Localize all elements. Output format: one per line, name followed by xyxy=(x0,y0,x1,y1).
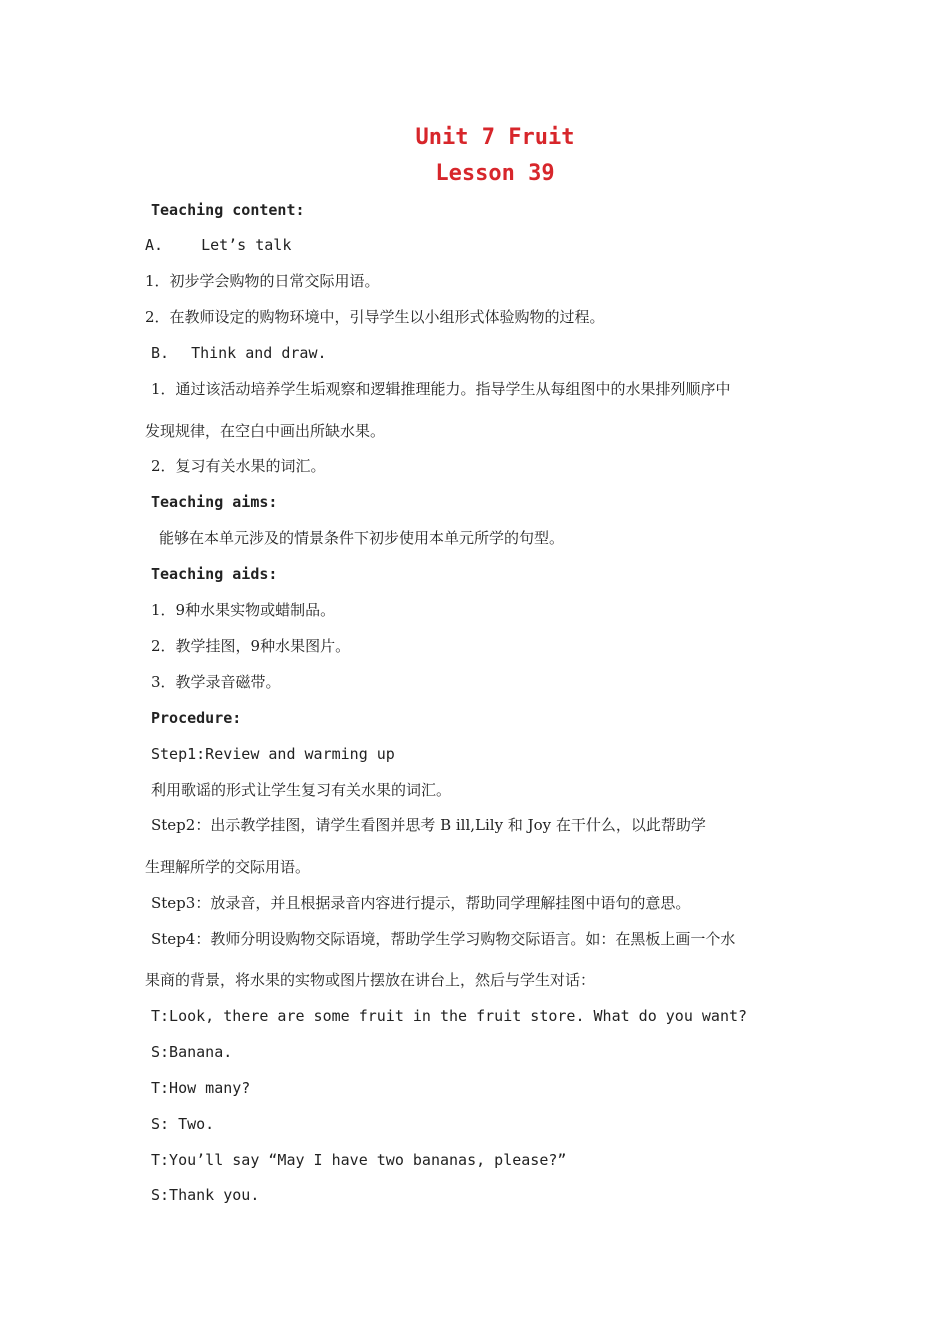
dialogue-line: S:Thank you. xyxy=(151,1186,260,1204)
step2-line-1: Step2：出示教学挂图，请学生看图并思考 B ill,Lily 和 Joy 在干什么，以此帮助学 xyxy=(151,816,706,834)
dialogue-line: T:How many? xyxy=(151,1079,251,1097)
teaching-aims-text: 能够在本单元涉及的情景条件下初步使用本单元所学的句型。 xyxy=(159,529,565,547)
section-b-marker: B. xyxy=(151,344,170,362)
dialogue-line: S: Two. xyxy=(151,1115,215,1133)
teaching-aims-heading: Teaching aims: xyxy=(151,493,278,511)
step1-title: Step1:Review and warming up xyxy=(151,745,395,763)
section-b-item-1-line-2: 发现规律，在空白中画出所缺水果。 xyxy=(145,422,386,440)
section-a-item-2: 2．在教师设定的购物环境中，引导学生以小组形式体验购物的过程。 xyxy=(145,308,605,326)
section-b-label: Think and draw. xyxy=(191,344,327,362)
teaching-aids-item-3: 3．教学录音磁带。 xyxy=(151,673,281,691)
teaching-aids-item-1: 1．9种水果实物或蜡制品。 xyxy=(151,601,336,619)
step4-line-2: 果商的背景，将水果的实物或图片摆放在讲台上，然后与学生对话： xyxy=(145,971,596,989)
dialogue-line: T:Look, there are some fruit in the fruit store. What do you want? xyxy=(151,1007,748,1025)
step2-line-2: 生理解所学的交际用语。 xyxy=(145,858,311,876)
document-title: Unit 7 Fruit xyxy=(415,125,575,150)
step4-line-1: Step4：教师分明设购物交际语境，帮助学生学习购物交际语言。如：在黑板上画一个水 xyxy=(151,930,736,948)
lesson-subtitle: Lesson 39 xyxy=(435,161,555,186)
section-b-item-1-line-1: 1．通过该活动培养学生垢观察和逻辑推理能力。指导学生从每组图中的水果排列顺序中 xyxy=(151,380,731,398)
section-b-item-2: 2．复习有关水果的词汇。 xyxy=(151,457,326,475)
step1-text: 利用歌谣的形式让学生复习有关水果的词汇。 xyxy=(151,781,452,799)
section-a-label: Let’s talk xyxy=(201,236,292,254)
section-a-line xyxy=(145,234,825,256)
procedure-heading: Procedure: xyxy=(151,709,242,727)
teaching-aids-heading: Teaching aids: xyxy=(151,565,278,583)
teaching-content-heading: Teaching content: xyxy=(151,201,305,219)
dialogue-line: S:Banana. xyxy=(151,1043,233,1061)
teaching-aids-item-2: 2．教学挂图，9种水果图片。 xyxy=(151,637,351,655)
dialogue-line: T:You’ll say “May I have two bananas, please?” xyxy=(151,1151,567,1169)
section-a-marker: A. xyxy=(145,236,164,254)
step3-text: Step3：放录音，并且根据录音内容进行提示，帮助同学理解挂图中语句的意思。 xyxy=(151,894,691,912)
section-a-item-1: 1．初步学会购物的日常交际用语。 xyxy=(145,272,380,290)
section-b-line xyxy=(151,342,831,364)
